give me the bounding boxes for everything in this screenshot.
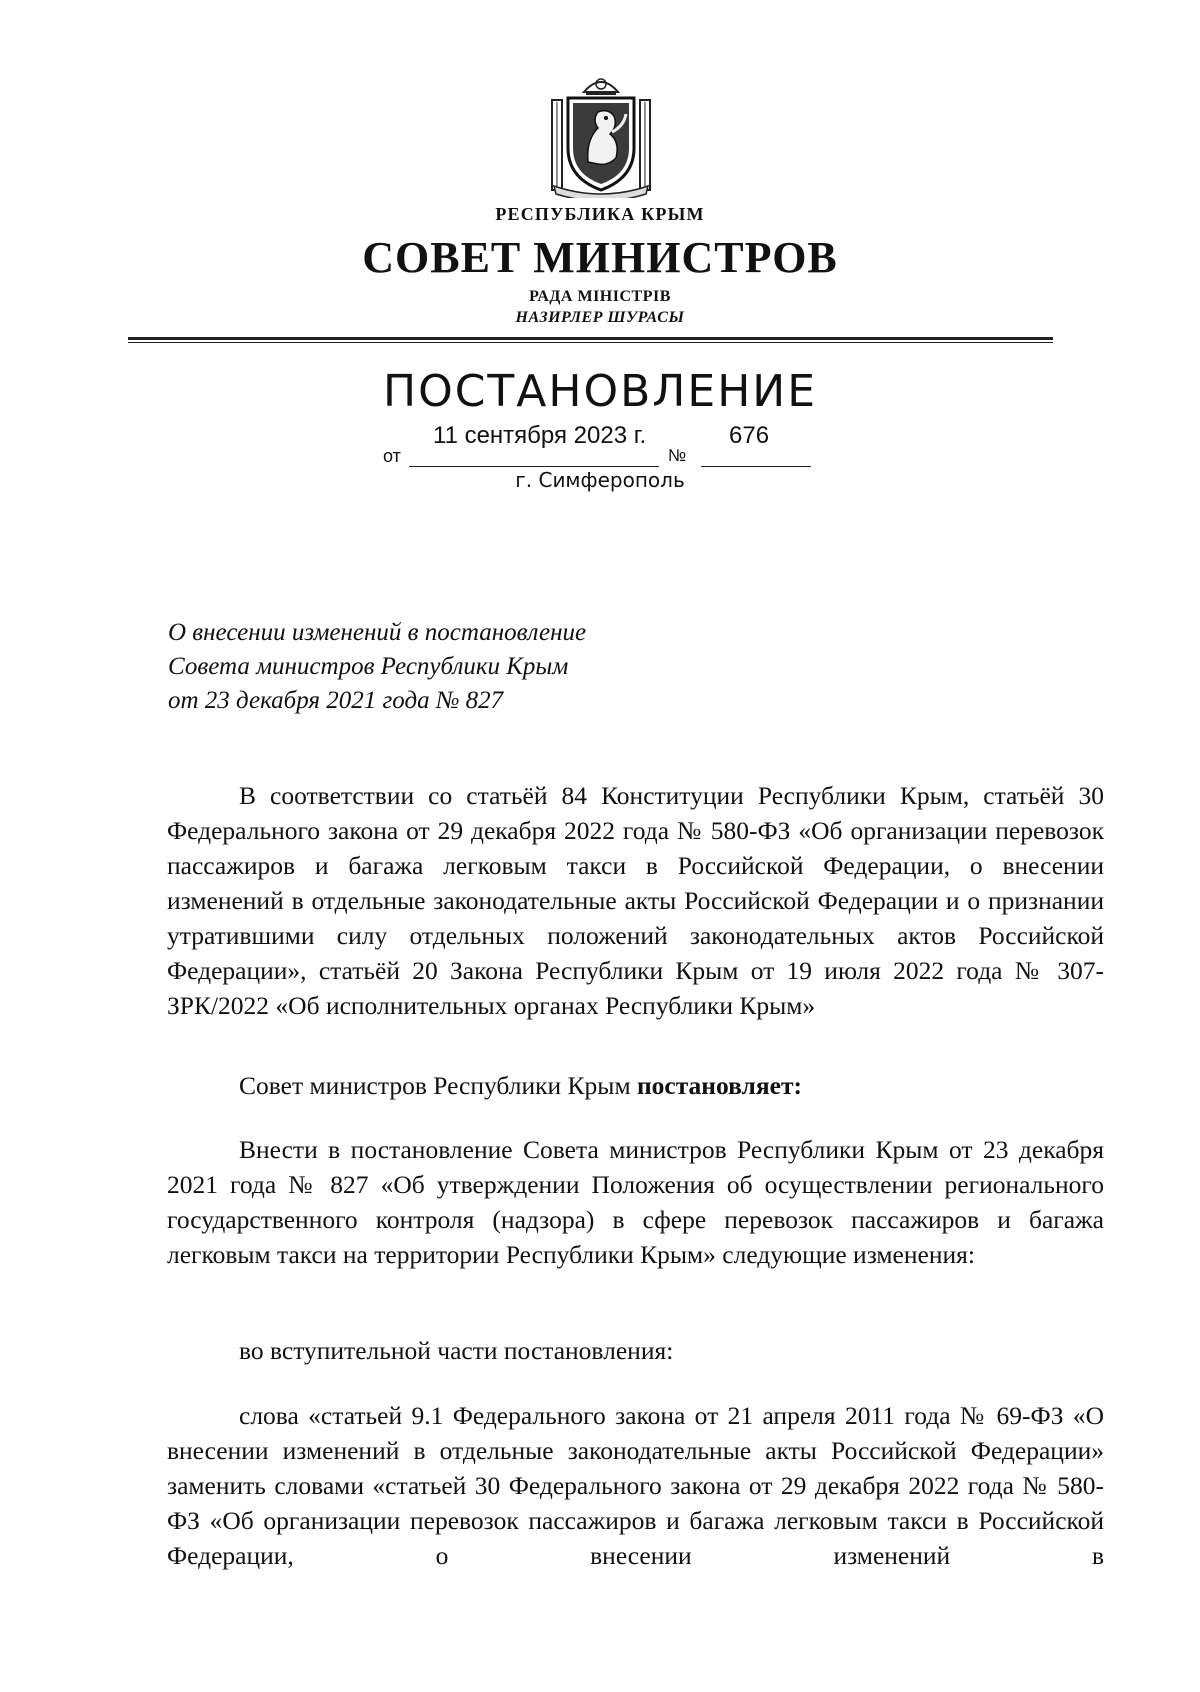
date-underline <box>409 466 659 467</box>
document-number: 676 <box>729 422 770 449</box>
document-date: 11 сентября 2023 г. <box>433 422 647 449</box>
header-divider <box>128 337 1053 340</box>
resolution-text: Совет министров Республики Крым <box>239 1071 631 1100</box>
number-label: № <box>668 446 687 465</box>
republic-name: РЕСПУБЛИКА КРЫМ <box>495 204 705 224</box>
council-title-ukrainian: РАДА МІНІСТРІВ <box>529 288 671 305</box>
number-underline <box>701 466 811 467</box>
resolution-paragraph <box>167 1068 1104 1103</box>
document-type-title: ПОСТАНОВЛЕНИЕ <box>382 366 817 417</box>
coat-of-arms-emblem <box>546 70 656 198</box>
resolution-keyword: постановляет: <box>636 1071 802 1100</box>
header-divider-thin <box>128 342 1053 343</box>
subject-line: О внесении изменений в постановление <box>168 619 587 646</box>
section-paragraph: во вступительной части постановления: <box>239 1336 674 1365</box>
document-subject <box>168 616 586 718</box>
preamble-paragraph: В соответствии со статьёй 84 Конституции Республики Крым, статьёй 30 Федерального закона от 29 декабря 2022 года № 580-ФЗ «Об организации перевозок пассажиров и багажа легковым такси в Российской Федерации, о внесении изменений в отдельные законодательные акты Российской Федерации и о признании утратившими силу отдельных положений законодательных актов Российской Федерации», статьёй 20 Закона Республики Крым от 19 июля 2022 года № 307-ЗРК/2022 «Об исполнительных органах Республики Крым» <box>167 781 1104 1020</box>
date-prefix: от <box>383 446 401 466</box>
council-title: СОВЕТ МИНИСТРОВ <box>362 233 838 282</box>
replacement-paragraph: слова «статьей 9.1 Федерального закона от 21 апреля 2011 года № 69-ФЗ «О внесении изменений в отдельные законодательные акты Российской Федерации» заменить словами «статьей 30 Федерального закона от 29 декабря 2022 года № 580-ФЗ «Об организации перевозок пассажиров и багажа легковым такси в Российской Федерации, о внесении изменений в <box>167 1401 1104 1570</box>
subject-line: от 23 декабря 2021 года № 827 <box>168 687 504 714</box>
council-title-crimean-tatar: НАЗИРЛЕР ШУРАСЫ <box>515 309 685 326</box>
date-number-line <box>383 422 803 466</box>
subject-line: Совета министров Республики Крым <box>168 653 569 680</box>
amendment-paragraph: Внести в постановление Совета министров Республики Крым от 23 декабря 2021 года № 827 «Об утверждении Положения об осуществлении регионального государственного контроля (надзора) в сфере перевозок пассажиров и багажа легковым такси на территории Республики Крым» следующие изменения: <box>167 1135 1104 1269</box>
document-city: г. Симферополь <box>515 468 685 492</box>
